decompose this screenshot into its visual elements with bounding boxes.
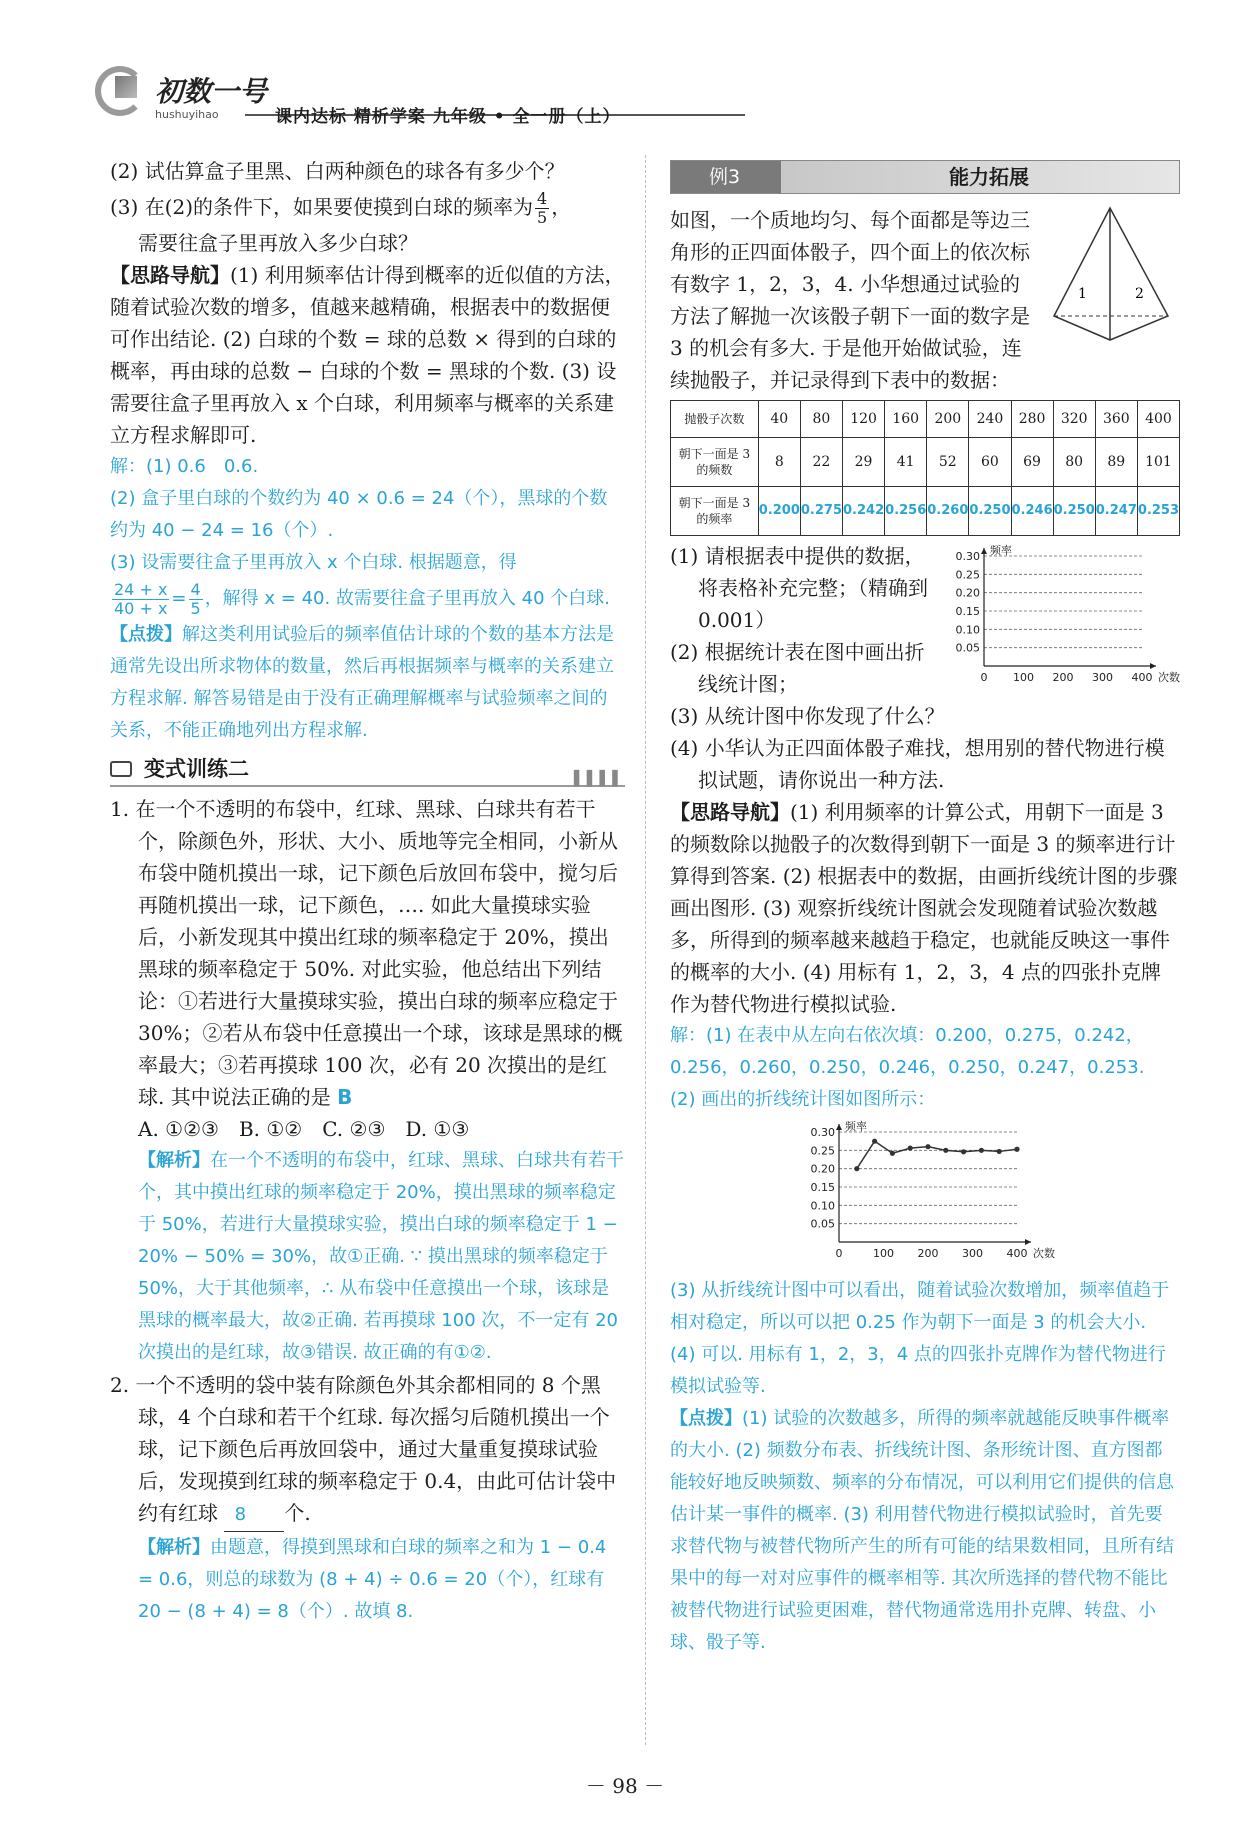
section-variant-training [110, 757, 625, 787]
explanation-text: 由题意，得摸到黑球和白球的频率之和为 1 − 0.4 = 0.6，则总的球数为 (8 + 4) ÷ 0.6 = 20（个），红球有 20 − (8 + 4) = 8（个）. 故填 8. [138, 1537, 607, 1622]
x-axis-arrow-icon [1025, 1239, 1031, 1245]
answer-3: (3) 从折线统计图中可以看出，随着试验次数增加，频率值趋于相对稳定，所以可以把 0.25 作为朝下一面是 3 的机会大小. [670, 1280, 1170, 1333]
table-cell: 80 [800, 401, 842, 438]
table-row-label: 朝下一面是 3 的频率 [671, 487, 759, 536]
table-cell: 29 [843, 438, 885, 487]
y-tick-label: 0.05 [955, 641, 980, 655]
y-tick-label: 0.15 [955, 605, 980, 618]
table-row [671, 487, 1180, 536]
line-chart [795, 1116, 1055, 1266]
problem-2-text: 2. 一个不透明的袋中装有除颜色外其余都相同的 8 个黑球，4 个白球和若干个红球. 每次摇匀后随机摸出一个球，记下颜色后再放回袋中，通过大量重复摸球试验后，发现摸到红球的频率稳定于 0.4，由此可估计袋中约有红球 [110, 1373, 617, 1525]
page-header [95, 60, 1175, 130]
table-cell: 320 [1053, 401, 1095, 438]
data-point [1014, 1147, 1019, 1152]
example-banner [670, 160, 1180, 194]
tetrahedron-outline [1054, 208, 1168, 340]
problem-2-post: 个. [284, 1501, 311, 1525]
solution-3b [110, 579, 625, 619]
face-label-1: 1 [1078, 286, 1087, 302]
fraction-24x-40x [112, 581, 169, 618]
table-cell: 80 [1053, 438, 1095, 487]
tip-label: 【点拨】 [670, 1408, 742, 1429]
question-3 [110, 187, 625, 227]
data-point [943, 1148, 948, 1153]
table-cell: 101 [1137, 438, 1179, 487]
table-cell: 0.200 [758, 487, 800, 536]
fraction-denominator: 5 [190, 598, 201, 618]
pen-icon [110, 761, 132, 777]
guide-left [110, 259, 625, 451]
example-tag: 例3 [671, 161, 781, 193]
empty-chart [940, 540, 1180, 690]
table-cell: 0.242 [843, 487, 885, 536]
data-point [890, 1151, 895, 1156]
answer-1: 解：(1) 在表中从左向右依次填：0.200，0.275，0.242，0.256，0.260，0.250，0.246，0.250，0.247，0.253. [670, 1025, 1145, 1078]
logo-title: 初数一号 [155, 75, 268, 108]
table-row-label: 朝下一面是 3 的频数 [671, 438, 759, 487]
solution-1: 解：(1) 0.6 0.6. [110, 456, 259, 477]
table-cell: 200 [927, 401, 969, 438]
x-tick-label: 300 [1092, 671, 1113, 684]
table-cell: 400 [1137, 401, 1179, 438]
question-3-line2: 需要往盒子里再放入多少白球？ [138, 231, 418, 255]
table-cell: 160 [885, 401, 927, 438]
table-cell: 0.256 [885, 487, 927, 536]
problem-1-answer: B [337, 1085, 353, 1109]
problem-1-text: 1. 在一个不透明的布袋中，红球、黑球、白球共有若干个，除颜色外，形状、大小、质地等完全相同，小新从布袋中随机摸出一球，记下颜色后放回布袋中，搅匀后再随机摸出一球，记下颜色，…. 如此大量摸球实验后，小新发现其中摸出红球的频率稳定于 20%，摸出黑球的频率稳定于 50%. 对此实验，他总结出下列结论：①若进行大量摸球实验，摸出白球的频率应稳定于 30%；②若从布袋中任意摸出一个球，该球是黑球的概率最大；③若再摸球 100 次，必有 20 次摸出的是红球. 其中说法正确的是 [110, 797, 623, 1109]
fraction-numerator: 4 [190, 579, 201, 599]
x-tick-label: 0 [835, 1247, 843, 1260]
x-tick-label: 200 [1052, 671, 1074, 684]
y-tick-label: 0.15 [810, 1181, 835, 1194]
problem-2-explanation [110, 1532, 625, 1628]
table-row-label: 抛骰子次数 [671, 401, 759, 438]
guide-label: 【思路导航】 [670, 800, 790, 824]
guide-label: 【思路导航】 [110, 263, 230, 287]
guide-text: (1) 利用频率的计算公式，用朝下一面是 3 的频数除以抛骰子的次数得到朝下一面是 3 的频率进行计算得到答案. (2) 根据表中的数据，由画折线统计图的步骤画出图形. (3) 观察折线统计图就会发现随着试验次数越多，所得到的频率越来越趋于稳定，也就能反映这一事件的概率的大小. (4) 用标有 1，2，3，4 点的四张扑克牌作为替代物进行模拟试验. [670, 800, 1178, 1016]
example-title: 能力拓展 [949, 165, 1029, 189]
x-tick-label: 0 [980, 671, 988, 684]
section-title: 变式训练二 [144, 757, 249, 781]
y-tick-label: 0.25 [810, 1144, 835, 1158]
y-axis-arrow-icon [836, 1124, 842, 1130]
x-tick-label: 300 [962, 1247, 983, 1260]
bars-decoration: ▌▌▌▌ [573, 771, 625, 787]
right-column [670, 160, 1180, 1659]
table-cell: 0.247 [1095, 487, 1137, 536]
x-tick-label: 400 [1131, 671, 1153, 684]
x-tick-label: 100 [1013, 671, 1034, 684]
data-point [854, 1166, 859, 1171]
table-cell: 0.250 [969, 487, 1011, 536]
q-4: (4) 小华认为正四面体骰子难找，想用别的替代物进行模拟试题，请你说出一种方法. [670, 736, 1165, 792]
table-cell: 280 [1011, 401, 1053, 438]
tip-right [670, 1403, 1180, 1659]
x-tick-label: 400 [1006, 1247, 1028, 1260]
problem-1-options: A. ①②③ B. ①② C. ②③ D. ①③ [138, 1117, 470, 1141]
x-axis-label: 次数 [1158, 671, 1180, 684]
table-cell: 69 [1011, 438, 1053, 487]
table-cell: 240 [969, 401, 1011, 438]
guide-text: (1) 利用频率估计得到概率的近似值的方法，随着试验次数的增多，值越来越精确，根据表中的数据便可作出结论. (2) 白球的个数 = 球的总数 × 得到的白球的概率，再由球的总数 − 白球的个数 = 黑球的个数. (3) 设需要往盒子里再放入 x 个白球，利用频率与概率的关系建立方程求解即可. [110, 263, 625, 447]
q-1: (1) 请根据表中提供的数据，将表格补充完整；（精确到 0.001） [670, 544, 928, 632]
question-3-pre: (3) 在(2)的条件下，如果要使摸到白球的频率为 [110, 195, 534, 219]
table-cell: 120 [843, 401, 885, 438]
table-cell: 360 [1095, 401, 1137, 438]
y-tick-label: 0.25 [955, 568, 980, 582]
example-intro: 如图，一个质地均匀、每个面都是等边三角形的正四面体骰子，四个面上的依次标有数字 1，2，3，4. 小华想通过试验的方法了解抛一次该骰子朝下一面的数字是 3 的机会有多大. 于是他开始做试验，连续抛骰子，并记录得到下表中的数据： [670, 208, 1030, 392]
header-subtitle: 课内达标 精析学案 九年级 • 全一册（上） [275, 107, 621, 127]
x-tick-label: 200 [917, 1247, 939, 1260]
data-point [997, 1149, 1002, 1154]
data-table [670, 400, 1180, 536]
fraction-denominator: 40 + x [114, 598, 168, 618]
guide-right [670, 796, 1180, 1020]
answer-2: (2) 画出的折线统计图如图所示： [670, 1089, 936, 1110]
y-tick-label: 0.05 [810, 1217, 835, 1231]
x-axis-arrow-icon [1150, 663, 1156, 669]
column-divider [645, 155, 646, 1745]
table-cell: 8 [758, 438, 800, 487]
table-cell: 0.250 [1053, 487, 1095, 536]
x-axis-label: 次数 [1033, 1247, 1055, 1260]
page-number: － 98 － [585, 1774, 665, 1798]
y-axis-arrow-icon [981, 548, 987, 554]
face-label-2: 2 [1135, 286, 1144, 302]
y-tick-label: 0.10 [810, 1199, 835, 1213]
y-tick-label: 0.20 [955, 586, 980, 600]
x-tick-label: 100 [873, 1247, 894, 1260]
fraction-numerator: 4 [537, 189, 548, 208]
table-row [671, 438, 1180, 487]
tetrahedron-figure [1040, 204, 1180, 344]
table-cell: 0.253 [1137, 487, 1179, 536]
equals-sign: = [171, 588, 187, 609]
q-3: (3) 从统计图中你发现了什么？ [670, 704, 945, 728]
fraction-4-5 [535, 190, 549, 227]
table-cell: 41 [885, 438, 927, 487]
table-cell: 52 [927, 438, 969, 487]
fraction-4-5-b [189, 581, 203, 618]
table-cell: 0.246 [1011, 487, 1053, 536]
table-row [671, 401, 1180, 438]
question-3-post: ， [551, 195, 572, 219]
y-tick-label: 0.30 [810, 1126, 835, 1139]
explanation-text: 在一个不透明的布袋中，红球、黑球、白球共有若干个，其中摸出红球的频率稳定于 20%，摸出黑球的频率稳定于 50%，若进行大量摸球实验，摸出白球的频率稳定于 1 − 20% − 50% = 30%，故①正确. ∵ 摸出黑球的频率稳定于 50%，大于其他频率，∴ 从布袋中任意摸出一个球，该球是黑球的概率最大，故②正确. 若再摸球 100 次，不一定有 20 次摸出的是红球，故③错误. 故正确的有①②. [138, 1150, 624, 1363]
y-tick-label: 0.10 [955, 623, 980, 637]
left-column [110, 155, 625, 1628]
solution-3a: (3) 设需要往盒子里再放入 x 个白球. 根据题意，得 [110, 552, 517, 573]
line-chart-wrap [670, 1116, 1180, 1275]
q-2: (2) 根据统计表在图中画出折线统计图； [670, 640, 925, 696]
table-cell: 0.275 [800, 487, 842, 536]
explanation-label: 【解析】 [138, 1150, 210, 1171]
answer-4: (4) 可以. 用标有 1，2，3，4 点的四张扑克牌作为替代物进行模拟试验等. [670, 1344, 1166, 1397]
data-point [979, 1148, 984, 1153]
tip-text: 解这类利用试验后的频率值估计球的个数的基本方法是通常先设出所求物体的数量，然后再根据频率与概率的关系建立方程求解. 解答易错是由于没有正确理解概率与试验频率之间的关系，不能正确地列出方程求解. [110, 624, 614, 741]
y-axis-label: 频率 [845, 1120, 867, 1133]
logo-pinyin: hushuyihao [155, 108, 219, 121]
data-point [925, 1144, 930, 1149]
problem-2-answer: 8 [224, 1499, 284, 1532]
intro-block [670, 204, 1180, 396]
table-cell: 22 [800, 438, 842, 487]
explanation-label: 【解析】 [138, 1537, 210, 1558]
data-point [961, 1149, 966, 1154]
series-line [857, 1141, 1017, 1169]
data-point [872, 1139, 877, 1144]
y-tick-label: 0.20 [810, 1162, 835, 1176]
logo-cube-icon [115, 76, 137, 98]
problem-1 [110, 793, 625, 1113]
tip-label: 【点拨】 [110, 624, 182, 645]
table-cell: 60 [969, 438, 1011, 487]
y-axis-label: 频率 [990, 544, 1012, 557]
problem-2 [110, 1369, 625, 1532]
solution-2: (2) 盒子里白球的个数约为 40 × 0.6 = 24（个），黑球的个数约为 40 − 24 = 16（个）. [110, 488, 608, 541]
fraction-denominator: 5 [537, 208, 548, 227]
solution-3-tail: ，解得 x = 40. 故需要往盒子里再放入 40 个白球. [204, 588, 611, 609]
problem-1-explanation [110, 1145, 625, 1369]
question-2: (2) 试估算盒子里黑、白两种颜色的球各有多少个？ [110, 159, 565, 183]
table-cell: 89 [1095, 438, 1137, 487]
table-cell: 0.260 [927, 487, 969, 536]
questions-with-chart [670, 540, 1180, 700]
data-point [908, 1146, 913, 1151]
tip-left [110, 619, 625, 747]
fraction-numerator: 24 + x [114, 579, 168, 599]
table-cell: 40 [758, 401, 800, 438]
y-tick-label: 0.30 [955, 550, 980, 563]
tip-text: (1) 试验的次数越多，所得的频率就越能反映事件概率的大小. (2) 频数分布表、折线统计图、条形统计图、直方图都能较好地反映频数、频率的分布情况，可以利用它们提供的信息估计某一事件的概率. (3) 利用替代物进行模拟试验时，首先要求替代物与被替代物所产生的所有可能的结果数相同，且所有结果中的每一对对应事件的概率相等. 其次所选择的替代物不能比被替代物进行试验更困难，替代物通常选用扑克牌、转盘、小球、骰子等. [670, 1408, 1174, 1653]
